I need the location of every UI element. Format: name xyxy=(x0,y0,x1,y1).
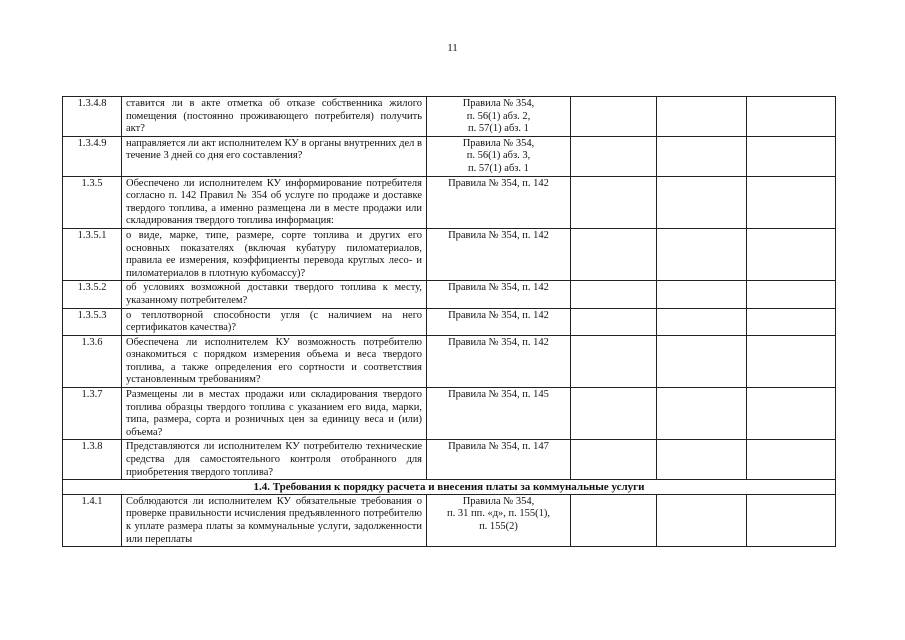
table-row xyxy=(63,228,836,280)
item-reference: Правила № 354, п. 145 xyxy=(427,388,571,440)
item-question: Соблюдаются ли исполнителем КУ обязательные требования о проверке правильности исчисления предъявленного потребителю к уплате размера платы за коммунальные услуги, задолженности или переплаты xyxy=(122,494,427,546)
item-number: 1.3.8 xyxy=(63,440,122,480)
item-number: 1.3.6 xyxy=(63,335,122,387)
empty-cell xyxy=(747,281,836,308)
empty-cell xyxy=(747,97,836,137)
empty-cell xyxy=(747,335,836,387)
empty-cell xyxy=(571,176,657,228)
item-number: 1.3.4.8 xyxy=(63,97,122,137)
item-reference: Правила № 354, п. 142 xyxy=(427,176,571,228)
item-question: о теплотворной способности угля (с наличием на него сертификатов качества)? xyxy=(122,308,427,335)
page-number: 11 xyxy=(447,42,458,54)
empty-cell xyxy=(657,176,747,228)
item-question: Представляются ли исполнителем КУ потребителю технические средства для самостоятельного контроля отобранного для приобретения твердого топлива? xyxy=(122,440,427,480)
empty-cell xyxy=(747,176,836,228)
empty-cell xyxy=(747,440,836,480)
empty-cell xyxy=(657,281,747,308)
empty-cell xyxy=(571,308,657,335)
empty-cell xyxy=(571,335,657,387)
empty-cell xyxy=(571,97,657,137)
empty-cell xyxy=(657,335,747,387)
item-question: об условиях возможной доставки твердого топлива к месту, указанному потребителем? xyxy=(122,281,427,308)
empty-cell xyxy=(657,440,747,480)
item-reference: Правила № 354, п. 142 xyxy=(427,335,571,387)
section-heading: 1.4. Требования к порядку расчета и внесения платы за коммунальные услуги xyxy=(63,480,836,495)
empty-cell xyxy=(571,388,657,440)
item-number: 1.3.5 xyxy=(63,176,122,228)
item-reference: Правила № 354, п. 142 xyxy=(427,308,571,335)
empty-cell xyxy=(657,388,747,440)
item-question: о виде, марке, типе, размере, сорте топлива и других его основных показателях (включая кубатуру пиломатериалов, правила ее измерения, коэффициенты перевода круглых лесо- и пиломатериалов в плотную кубомассу)? xyxy=(122,228,427,280)
empty-cell xyxy=(571,494,657,546)
table-row xyxy=(63,176,836,228)
empty-cell xyxy=(657,494,747,546)
table-row xyxy=(63,308,836,335)
item-number: 1.4.1 xyxy=(63,494,122,546)
table-row xyxy=(63,281,836,308)
item-reference: Правила № 354, п. 56(1) абз. 2, п. 57(1) абз. 1 xyxy=(427,97,571,137)
table-row xyxy=(63,335,836,387)
item-question: Размещены ли в местах продажи или складирования твердого топлива образцы твердого топлива с указанием его вида, марки, типа, размера, сорта и розничных цен за единицу веса и (или) объема? xyxy=(122,388,427,440)
empty-cell xyxy=(747,228,836,280)
empty-cell xyxy=(657,228,747,280)
empty-cell xyxy=(657,136,747,176)
item-reference: Правила № 354, п. 56(1) абз. 3, п. 57(1) абз. 1 xyxy=(427,136,571,176)
item-question: Обеспечено ли исполнителем КУ информирование потребителя согласно п. 142 Правил № 354 об услуге по продаже и доставке твердого топлива, а именно размещена ли в месте продажи или складирования твердого топлива информация: xyxy=(122,176,427,228)
item-reference: Правила № 354, п. 147 xyxy=(427,440,571,480)
empty-cell xyxy=(747,494,836,546)
item-reference: Правила № 354, п. 142 xyxy=(427,281,571,308)
empty-cell xyxy=(747,308,836,335)
empty-cell xyxy=(657,97,747,137)
section-heading-row xyxy=(63,480,836,495)
item-question: Обеспечена ли исполнителем КУ возможность потребителю ознакомиться с порядком измерения объема и веса твердого топлива, а также определения его сортности и соответствия установленным требованиям? xyxy=(122,335,427,387)
table-row xyxy=(63,136,836,176)
item-number: 1.3.4.9 xyxy=(63,136,122,176)
table-row xyxy=(63,494,836,546)
item-reference: Правила № 354, п. 142 xyxy=(427,228,571,280)
empty-cell xyxy=(571,136,657,176)
table-row xyxy=(63,97,836,137)
empty-cell xyxy=(747,136,836,176)
table-row xyxy=(63,388,836,440)
item-reference: Правила № 354, п. 31 пп. «д», п. 155(1), п. 155(2) xyxy=(427,494,571,546)
item-number: 1.3.5.3 xyxy=(63,308,122,335)
item-number: 1.3.7 xyxy=(63,388,122,440)
item-number: 1.3.5.1 xyxy=(63,228,122,280)
empty-cell xyxy=(657,308,747,335)
empty-cell xyxy=(571,281,657,308)
empty-cell xyxy=(747,388,836,440)
checklist-table xyxy=(62,96,836,547)
empty-cell xyxy=(571,440,657,480)
empty-cell xyxy=(571,228,657,280)
item-question: направляется ли акт исполнителем КУ в органы внутренних дел в течение 3 дней со дня его составления? xyxy=(122,136,427,176)
item-number: 1.3.5.2 xyxy=(63,281,122,308)
table-row xyxy=(63,440,836,480)
item-question: ставится ли в акте отметка об отказе собственника жилого помещения (постоянно проживающего потребителя) получить акт? xyxy=(122,97,427,137)
